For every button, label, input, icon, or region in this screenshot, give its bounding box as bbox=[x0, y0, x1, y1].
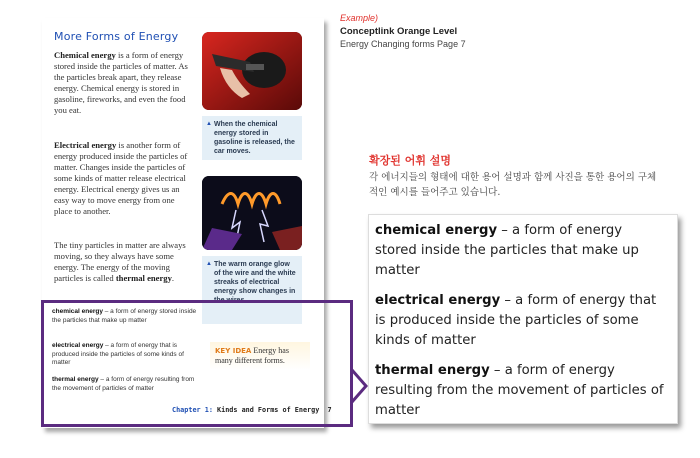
callout-definition: – a form of energy stored inside the particles that make up matter bbox=[375, 223, 639, 278]
footer-page-number: 7 bbox=[327, 406, 332, 414]
paragraph-end: . bbox=[171, 273, 175, 283]
glossary-term: electrical energy bbox=[52, 342, 104, 349]
glowing-wire-illustration bbox=[202, 176, 302, 250]
glowing-wire-photo bbox=[202, 176, 302, 250]
thermal-energy-paragraph bbox=[54, 240, 192, 284]
callout-term: electrical energy bbox=[375, 293, 501, 308]
paragraph-text: is another form of energy produced inside the particles of matter. Changes inside the particles of some kinds of matter release electrical energy. Electrical energy gives us an easy way to move energy from one place to another. bbox=[54, 140, 188, 216]
glossary-entry bbox=[52, 342, 202, 368]
glossary-definition: – a form of energy that is produced inside the particles of some kinds of matter bbox=[52, 342, 184, 367]
page-title: More Forms of Energy bbox=[54, 30, 179, 43]
example-level: Conceptlink Orange Level bbox=[340, 26, 458, 37]
callout-term: chemical energy bbox=[375, 223, 498, 238]
caption-pointer-icon: ▲ bbox=[206, 121, 212, 127]
example-label: Example) bbox=[340, 13, 379, 23]
zoomed-glossary-callout bbox=[368, 214, 678, 424]
glossary-term: thermal energy bbox=[52, 376, 99, 383]
glossary-entry bbox=[52, 376, 202, 393]
glossary-definition: – a form of energy resulting from the movement of particles of matter bbox=[52, 376, 195, 392]
key-idea-label: KEY IDEA bbox=[215, 347, 252, 355]
callout-definition: – a form of energy that is produced inside the particles of some kinds of matter bbox=[375, 293, 657, 348]
paragraph-text: is a form of energy stored inside the particles of matter. As the particles break apart, they release energy. Chemical energy is stored in gasoline, fireworks, and even the food you eat. bbox=[54, 50, 188, 115]
korean-description: 각 에너지들의 형태에 대한 용어 설명과 함께 사진을 통한 용어의 구체적인 예시를 들어주고 있습니다. bbox=[369, 172, 657, 198]
glossary-entry bbox=[52, 308, 202, 325]
term-chemical-energy: Chemical energy bbox=[54, 50, 116, 60]
electrical-energy-paragraph bbox=[54, 140, 192, 217]
gas-pump-illustration bbox=[202, 32, 302, 110]
example-reference bbox=[340, 12, 466, 51]
callout-term: thermal energy bbox=[375, 363, 490, 378]
key-idea-box bbox=[210, 342, 310, 370]
callout-entry bbox=[375, 221, 665, 281]
caption-text: When the chemical energy stored in gasoline is released, the car moves. bbox=[214, 121, 295, 155]
page-footer bbox=[172, 406, 332, 414]
callout-arrow-icon bbox=[350, 368, 370, 404]
chemical-energy-paragraph bbox=[54, 50, 192, 116]
footer-chapter: Chapter 1: bbox=[172, 406, 213, 414]
korean-section-title: 확장된 어휘 설명 bbox=[369, 154, 452, 167]
paragraph-text: The tiny particles in matter are always moving, so they always have some energy. The energy of the moving particles is called bbox=[54, 240, 186, 283]
key-idea-text: Energy has many different forms. bbox=[215, 346, 289, 365]
footer-title: Kinds and Forms of Energy bbox=[212, 406, 320, 414]
callout-entry bbox=[375, 291, 665, 351]
glossary-definition: – a form of energy stored inside the particles that make up matter bbox=[52, 308, 197, 324]
caption-text: The warm orange glow of the wire and the white streaks of electrical energy show changes in the wires. bbox=[214, 261, 296, 304]
term-thermal-energy: thermal energy bbox=[115, 273, 172, 283]
callout-definition: – a form of energy resulting from the movement of particles of matter bbox=[375, 363, 664, 418]
example-page-ref: Energy Changing forms Page 7 bbox=[340, 39, 466, 49]
gas-pump-photo bbox=[202, 32, 302, 110]
term-electrical-energy: Electrical energy bbox=[54, 140, 117, 150]
callout-entry bbox=[375, 361, 665, 421]
caption-pointer-icon: ▲ bbox=[206, 261, 212, 267]
glossary-term: chemical energy bbox=[52, 308, 103, 315]
photo-caption-1 bbox=[202, 116, 302, 160]
